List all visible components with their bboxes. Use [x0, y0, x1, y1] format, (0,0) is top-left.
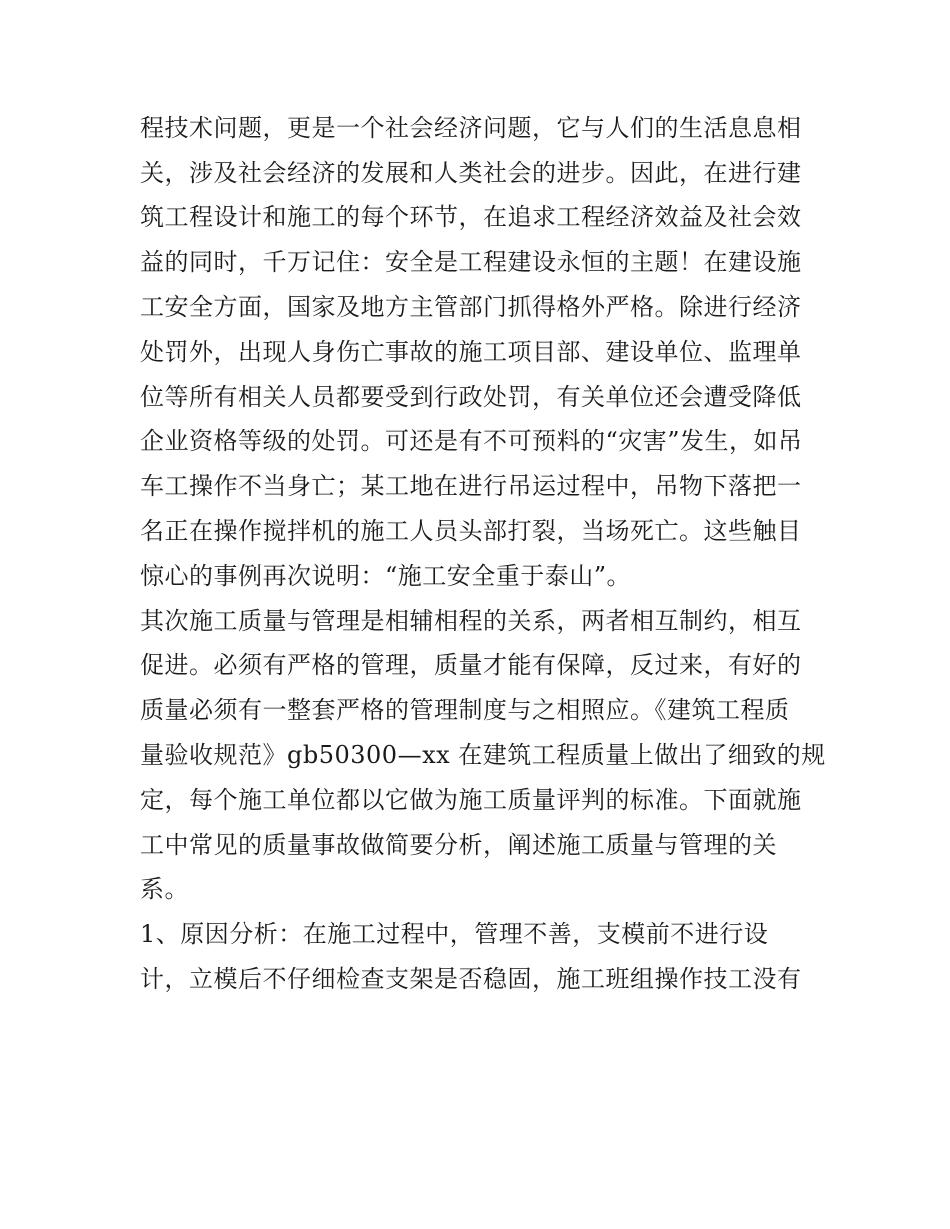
- text-line: 量验收规范》gb50300—xx 在建筑工程质量上做出了细致的规: [140, 741, 826, 769]
- text-line: 系。: [140, 875, 189, 903]
- text-line: 筑工程设计和施工的每个环节，在追求工程经济效益及社会效: [140, 203, 802, 231]
- text-line: 惊心的事例再次说明：“施工安全重于泰山”。: [140, 562, 632, 590]
- text-line: 名正在操作搅拌机的施工人员头部打裂，当场死亡。这些触目: [140, 517, 802, 545]
- text-line: 车工操作不当身亡；某工地在进行吊运过程中，吊物下落把一: [140, 472, 802, 500]
- text-line: 工中常见的质量事故做简要分析，阐述施工质量与管理的关: [140, 831, 777, 859]
- text-line: 定，每个施工单位都以它做为施工质量评判的标准。下面就施: [140, 786, 802, 814]
- text-line: 工安全方面，国家及地方主管部门抓得格外严格。除进行经济: [140, 293, 802, 321]
- text-line: 处罚外，出现人身伤亡事故的施工项目部、建设单位、监理单: [140, 338, 802, 366]
- text-line: 计，立模后不仔细检查支架是否稳固，施工班组操作技工没有: [140, 965, 802, 993]
- text-line: 质量必须有一整套严格的管理制度与之相照应。《建筑工程质: [140, 696, 790, 724]
- text-line: 关，涉及社会经济的发展和人类社会的进步。因此，在进行建: [140, 159, 802, 187]
- text-line: 促进。必须有严格的管理，质量才能有保障，反过来，有好的: [140, 651, 802, 679]
- text-line: 益的同时，千万记住：安全是工程建设永恒的主题！在建设施: [140, 248, 802, 276]
- text-line: 位等所有相关人员都要受到行政处罚，有关单位还会遭受降低: [140, 383, 802, 411]
- text-line: 程技术问题，更是一个社会经济问题，它与人们的生活息息相: [140, 114, 802, 142]
- text-line: 1、原因分析：在施工过程中，管理不善，支模前不进行设: [140, 920, 769, 948]
- text-line: 企业资格等级的处罚。可还是有不可预料的“灾害”发生，如吊: [140, 427, 803, 455]
- text-line: 其次施工质量与管理是相辅相程的关系，两者相互制约，相互: [140, 607, 802, 635]
